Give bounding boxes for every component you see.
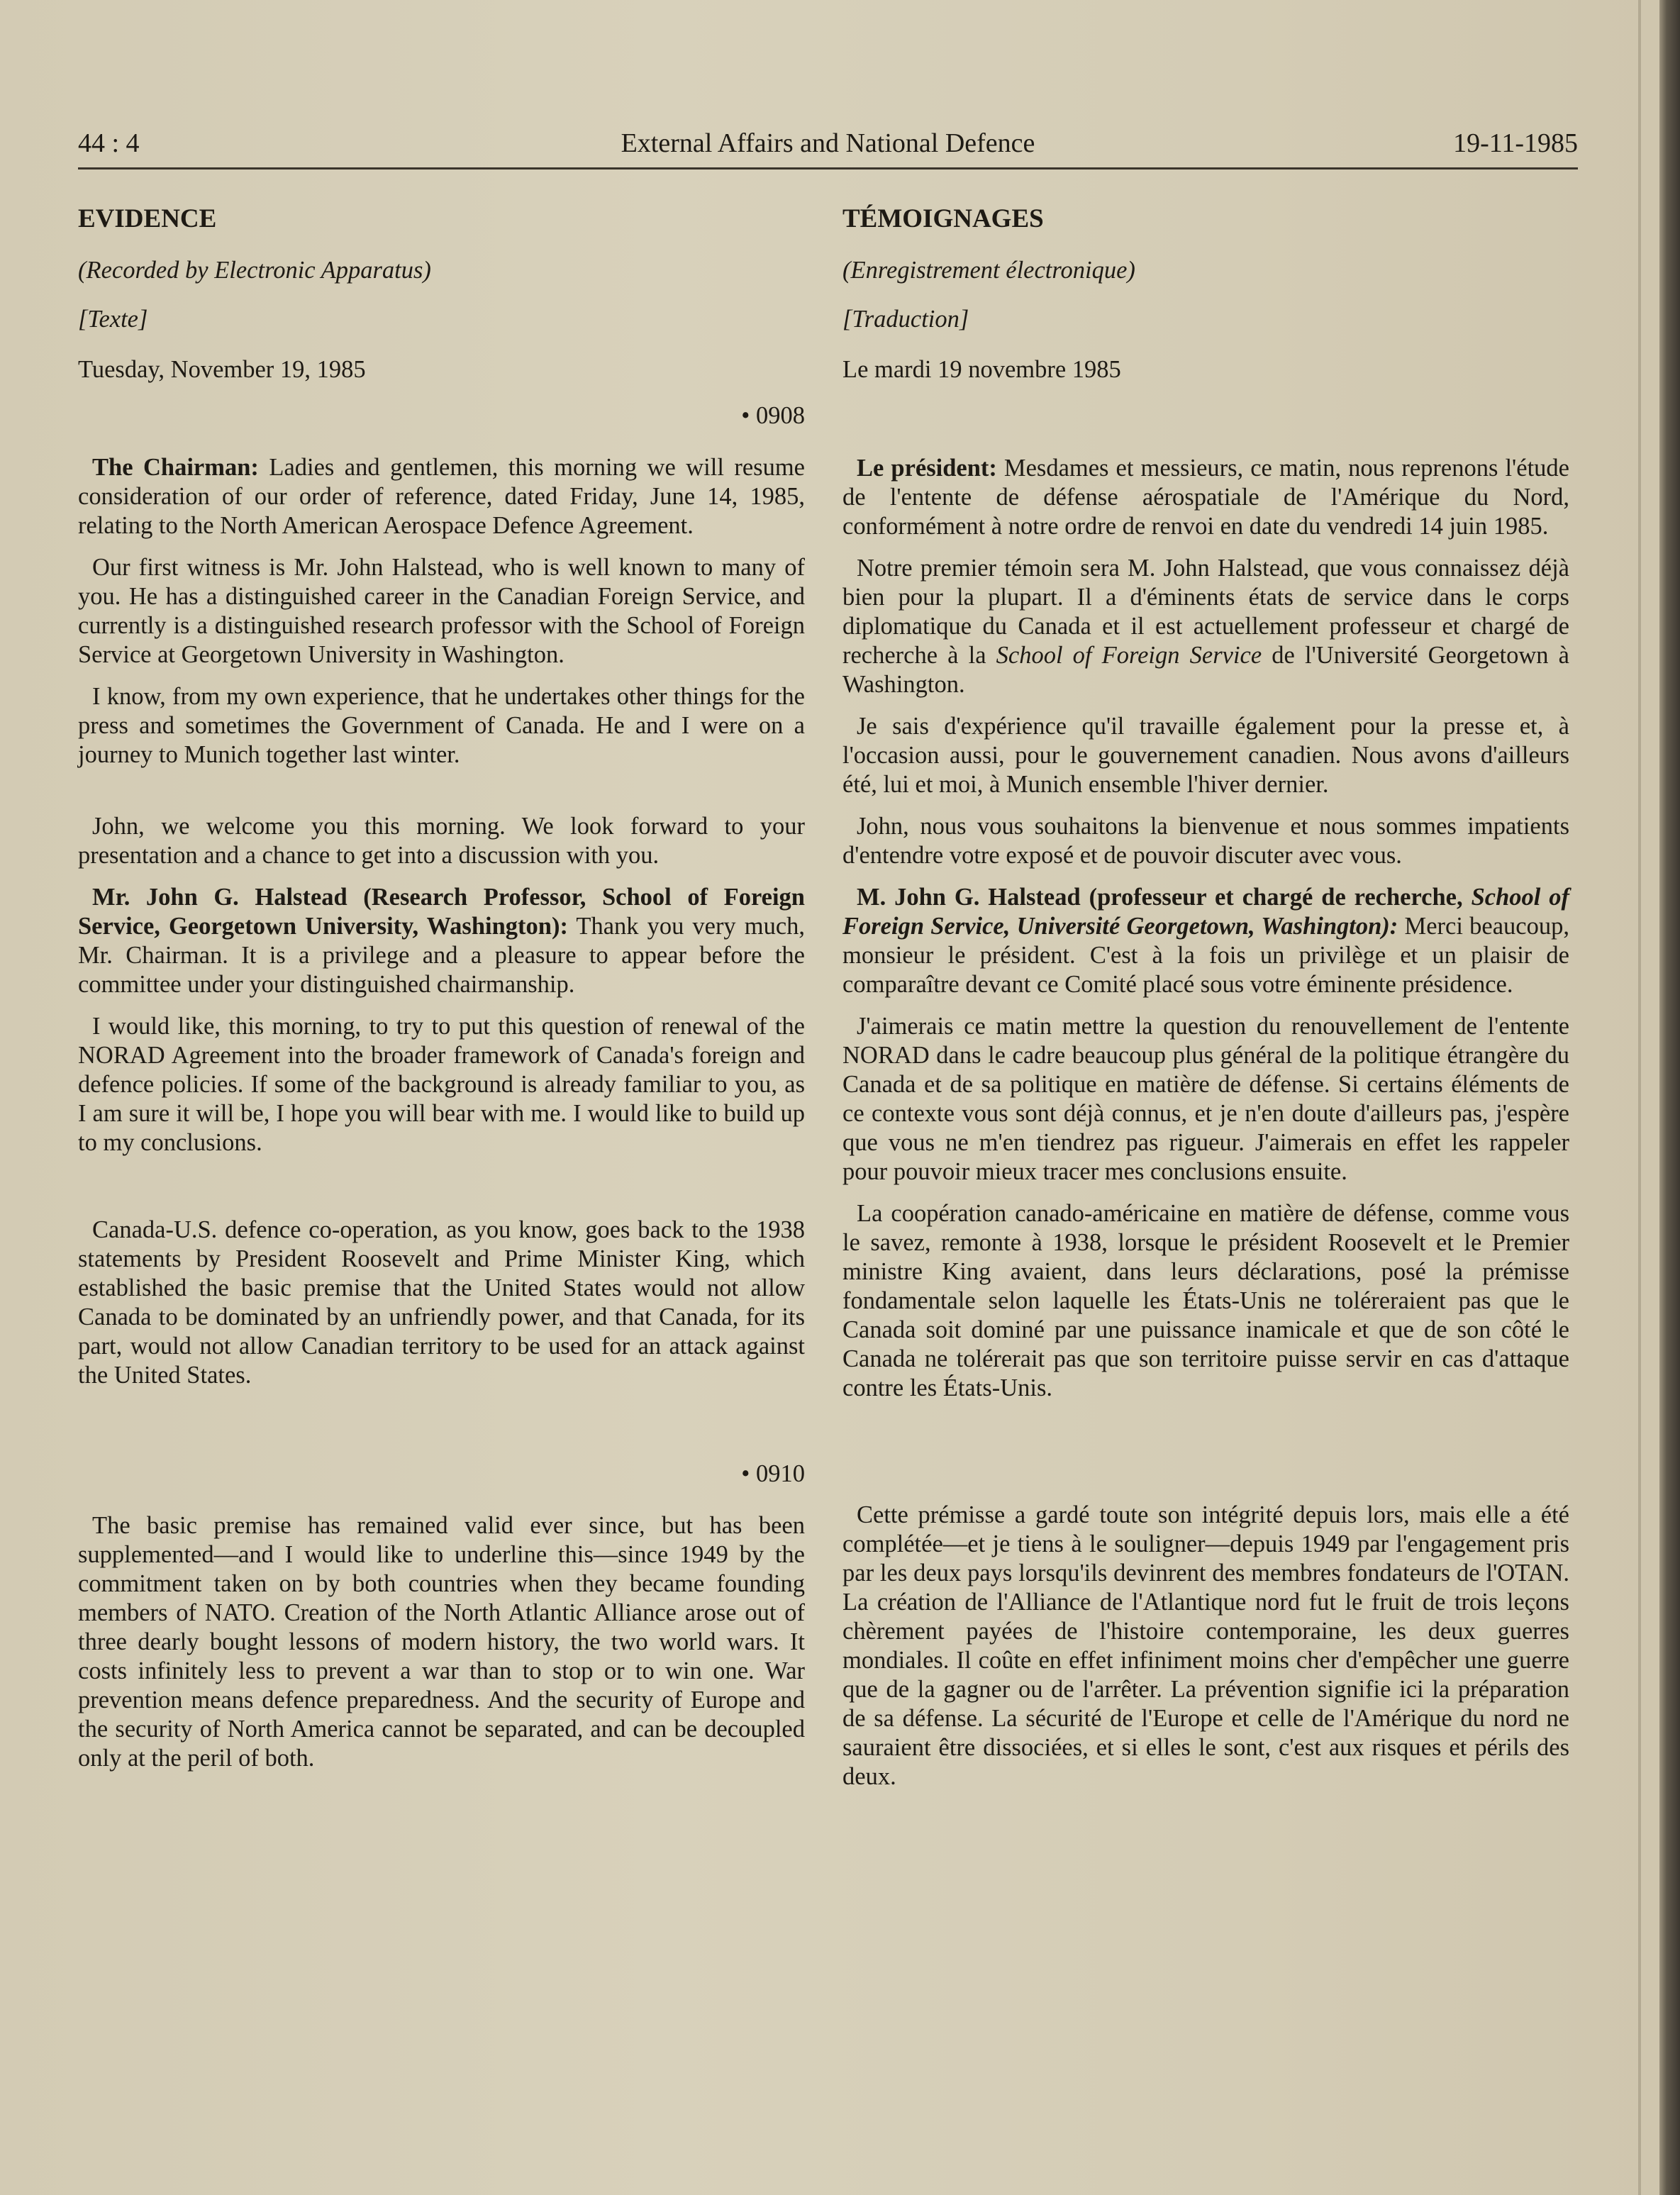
french-paragraph-6: J'aimerais ce matin mettre la question du renouvellement de l'entente NORAD dans le cadre beaucoup plus général de la politique étrangère du Canada et de sa politique en matière de défense. Si certains éléments de ce contexte vous sont déjà connus, et je n'en doute d'ailleurs pas, j'espère que vous ne m'en tiendrez pas rigueur. J'aimerais en effet les rappeler pour pouvoir mieux tracer mes conclusions ensuite. xyxy=(842,1013,1569,1185)
english-session-date: Tuesday, November 19, 1985 xyxy=(78,356,366,383)
time-stamp-0908: • 0908 xyxy=(741,402,805,429)
page-number: 44 : 4 xyxy=(78,128,140,158)
time-stamp-0910: • 0910 xyxy=(741,1460,805,1487)
speaker-name: Mr. John G. Halstead (Research Professor, School of Foreign Service, Georgetown University, Washington): xyxy=(78,884,805,940)
english-paragraph-1: The Chairman: Ladies and gentlemen, this morning we will resume consideration of our order of reference, dated Friday, June 14, 1985, relating to the North American Aerospace Defence Agreement. xyxy=(78,454,805,539)
english-paragraph-6: I would like, this morning, to try to put this question of renewal of the NORAD Agreement into the broader framework of Canada's foreign and defence policies. If some of the background is already familiar to you, as I am sure it will be, I hope you will bear with me. I would like to build up to my conclusions. xyxy=(78,1013,805,1156)
french-session-date: Le mardi 19 novembre 1985 xyxy=(842,356,1121,383)
speaker-name: M. John G. Halstead (professeur et chargé de recherche, xyxy=(857,884,1472,911)
english-paragraph-3: I know, from my own experience, that he undertakes other things for the press and sometimes the Government of Canada. He and I were on a journey to Munich together last winter. xyxy=(78,683,805,768)
running-header xyxy=(78,128,1578,170)
french-column xyxy=(842,199,1569,1804)
english-recorded-note: (Recorded by Electronic Apparatus) xyxy=(78,257,431,284)
page-fold-line xyxy=(1638,0,1641,2195)
french-paragraph-5: M. John G. Halstead (professeur et chargé de recherche, School of Foreign Service, Université Georgetown, Washington): Merci beaucoup, monsieur le président. C'est à la fois un privilège et un plaisir de comparaître devant ce Comité placé sous votre éminente présidence. xyxy=(842,884,1570,998)
french-heading: TÉMOIGNAGES xyxy=(842,204,1044,233)
english-language-tag: [Texte] xyxy=(78,306,148,333)
french-paragraph-4: John, nous vous souhaitons la bienvenue et nous sommes impatients d'entendre votre exposé et de pouvoir discuter avec vous. xyxy=(842,813,1569,869)
french-paragraph-3: Je sais d'expérience qu'il travaille également pour la presse et, à l'occasion aussi, pour le gouvernement canadien. Nous avons d'ailleurs été, lui et moi, à Munich ensemble l'hiver dernier. xyxy=(842,713,1569,798)
header-date: 19-11-1985 xyxy=(1453,128,1578,158)
french-paragraph-7: La coopération canado-américaine en matière de défense, comme vous le savez, remonte à 1938, lorsque le président Roosevelt et le Premier ministre King avaient, dans leurs déclarations, posé la prémisse fondamentale selon laquelle les États-Unis ne toléreraient pas que le Canada soit dominé par une puissance inamicale et que de son côté le Canada ne tolérerait pas que son territoire puisse servir en cas d'attaque contre les États-Unis. xyxy=(842,1200,1569,1401)
english-heading: EVIDENCE xyxy=(78,204,217,233)
speaker-name: The Chairman: xyxy=(92,454,259,481)
french-paragraph-2: Notre premier témoin sera M. John Halstead, que vous connaissez déjà bien pour la plupart. Il a d'éminents états de service dans le corps diplomatique du Canada et il est actuellement professeur et chargé de recherche à la School of Foreign Service de l'Université Georgetown à Washington. xyxy=(842,555,1569,698)
speaker-name: Le président: xyxy=(857,455,997,482)
publication-title: External Affairs and National Defence xyxy=(621,128,1035,158)
english-paragraph-2: Our first witness is Mr. John Halstead, who is well known to many of you. He has a distinguished career in the Canadian Foreign Service, and currently is a distinguished research professor with the School of Foreign Service at Georgetown University in Washington. xyxy=(78,554,805,668)
english-paragraph-4: John, we welcome you this morning. We look forward to your presentation and a chance to get into a discussion with you. xyxy=(78,813,805,869)
page-binding-edge xyxy=(1659,0,1680,2195)
french-paragraph-1: Le président: Mesdames et messieurs, ce matin, nous reprenons l'étude de l'entente de défense aérospatiale de l'Amérique du Nord, conformément à notre ordre de renvoi en date du vendredi 14 juin 1985. xyxy=(842,455,1569,540)
english-paragraph-7: Canada-U.S. defence co-operation, as you know, goes back to the 1938 statements by President Roosevelt and Prime Minister King, which established the basic premise that the United States would not allow Canada to be dominated by an unfriendly power, and that Canada, for its part, would not allow Canadian territory to be used for an attack against the United States. xyxy=(78,1216,805,1389)
english-column xyxy=(78,199,805,1786)
header-rule xyxy=(78,167,1578,170)
english-paragraph-8: The basic premise has remained valid ever since, but has been supplemented—and I would like to underline this—since 1949 by the commitment taken on by both countries when they became founding members of NATO. Creation of the North Atlantic Alliance arose out of three dearly bought lessons of modern history, the two world wars. It costs infinitely less to prevent a war than to stop or to win one. War prevention means defence preparedness. And the security of Europe and the security of North America cannot be separated, and can be decoupled only at the peril of both. xyxy=(78,1512,805,1772)
french-paragraph-8: Cette prémisse a gardé toute son intégrité depuis lors, mais elle a été complétée—et je tiens à le souligner—depuis 1949 par l'engagement pris par les deux pays lorsqu'ils devinrent des membres fondateurs de l'OTAN. La création de l'Alliance de l'Atlantique nord fut le fruit de trois leçons chèrement payées de l'histoire contemporaine, les deux guerres mondiales. Il coûte en effet infiniment moins cher d'empêcher une guerre que de la gagner ou de l'arrêter. La prévention signifie ici la préparation de sa défense. La sécurité de l'Europe et celle de l'Amérique du nord ne sauraient être dissociées, et si elles le sont, c'est aux risques et périls des deux. xyxy=(842,1501,1569,1790)
french-recorded-note: (Enregistrement électronique) xyxy=(842,257,1135,284)
french-language-tag: [Traduction] xyxy=(842,306,969,333)
english-paragraph-5: Mr. John G. Halstead (Research Professor, School of Foreign Service, Georgetown University, Washington): Thank you very much, Mr. Chairman. It is a privilege and a pleasure to appear before the committee under your distinguished chairmanship. xyxy=(78,884,806,998)
